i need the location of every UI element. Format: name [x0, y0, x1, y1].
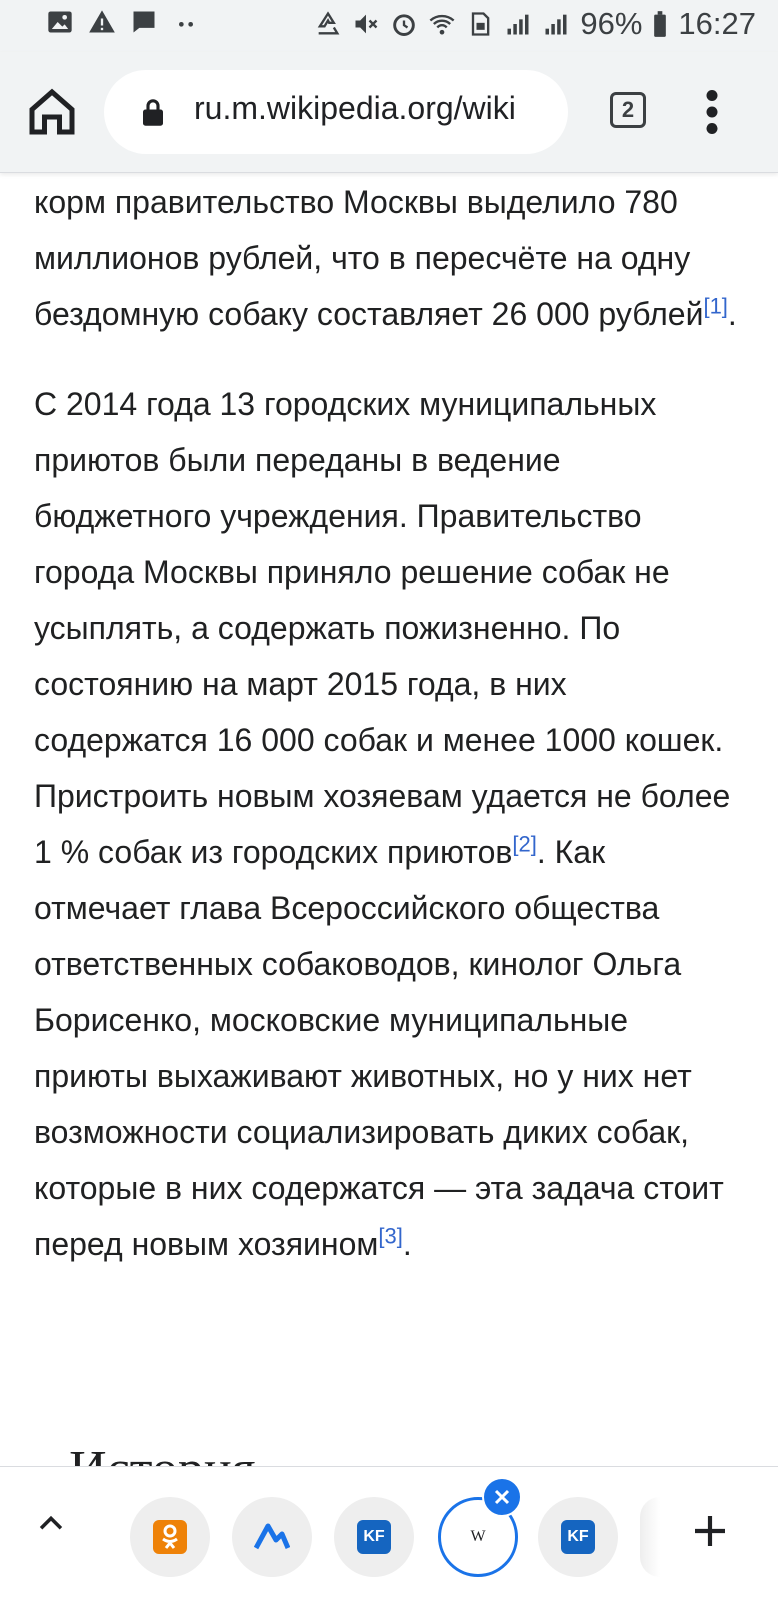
tab-partial[interactable] — [640, 1497, 660, 1577]
home-icon[interactable] — [22, 82, 82, 142]
battery-icon — [652, 10, 668, 38]
new-tab-plus-icon[interactable] — [690, 1511, 730, 1551]
clock: 16:27 — [678, 6, 756, 41]
reference-link[interactable]: [3] — [378, 1223, 403, 1249]
tab-switcher-button[interactable]: 2 — [610, 92, 646, 128]
kf-label: KF — [363, 1528, 385, 1545]
blue-arrow-app-icon — [254, 1522, 290, 1552]
paragraph-text: корм правительство Москвы выделило 780 миллионов рублей, что в пересчёте на одну бездомную собаку составляет 26 000 рублей — [34, 184, 704, 332]
more-dots-icon — [172, 8, 200, 36]
article-body — [34, 172, 744, 1492]
recycle-icon — [314, 10, 342, 38]
paragraph — [34, 174, 744, 342]
wifi-icon — [428, 10, 456, 38]
close-tab-button[interactable] — [482, 1477, 522, 1517]
status-bar-system — [314, 6, 756, 42]
lock-icon[interactable] — [140, 97, 166, 127]
tab-odnoklassniki[interactable] — [130, 1497, 210, 1577]
reference-link[interactable]: [2] — [512, 831, 537, 857]
paragraph-text: . Как отмечает глава Всероссийского общества ответственных собаководов, кинолог Ольга Борисенко, московские муниципальные приюты выхаживают животных, но у них нет возможности социализировать диких собак, которые в них содержатся — эта задача стоит перед новым хозяином — [34, 834, 724, 1262]
tab-blue-arrow-app[interactable] — [232, 1497, 312, 1577]
message-icon — [130, 8, 158, 36]
kf-icon — [561, 1520, 595, 1554]
battery-percent: 96% — [580, 6, 643, 41]
reference-link[interactable]: [1] — [703, 293, 728, 319]
tab-kf[interactable] — [334, 1497, 414, 1577]
paragraph-text: С 2014 года 13 городских муниципальных приютов были переданы в ведение бюджетного учреждения. Правительство города Москвы приняло решение собак не усыплять, а содержать пожизненно. По состоянию на март 2015 года, в них содержатся 16 000 собак и менее 1000 кошек. Пристроить новым хозяевам удается не более 1 % собак из городских приютов — [34, 386, 731, 870]
odnoklassniki-icon — [153, 1520, 187, 1554]
overflow-menu-icon[interactable] — [704, 90, 720, 134]
paragraph — [34, 376, 744, 1272]
mute-icon — [352, 10, 380, 38]
address-bar[interactable] — [104, 70, 568, 154]
close-icon — [493, 1488, 511, 1506]
url-text[interactable]: ru.m.wikipedia.org/wiki — [194, 90, 516, 126]
status-bar-notifications — [46, 8, 200, 36]
signal-icon — [504, 10, 532, 38]
kf-label: KF — [567, 1528, 589, 1545]
signal-icon — [542, 10, 570, 38]
kf-icon — [357, 1520, 391, 1554]
status-bar — [0, 0, 778, 52]
browser-toolbar — [0, 52, 778, 173]
sim-icon — [466, 10, 494, 38]
wikipedia-icon: W — [470, 1528, 486, 1545]
image-icon — [46, 8, 74, 36]
paragraph-text: . — [402, 1226, 412, 1262]
tab-kf[interactable] — [538, 1497, 618, 1577]
chevron-up-icon[interactable] — [34, 1507, 68, 1541]
paragraph-text: . — [727, 296, 737, 332]
tab-strip — [0, 1466, 778, 1601]
alarm-icon — [390, 10, 418, 38]
warning-icon — [88, 8, 116, 36]
